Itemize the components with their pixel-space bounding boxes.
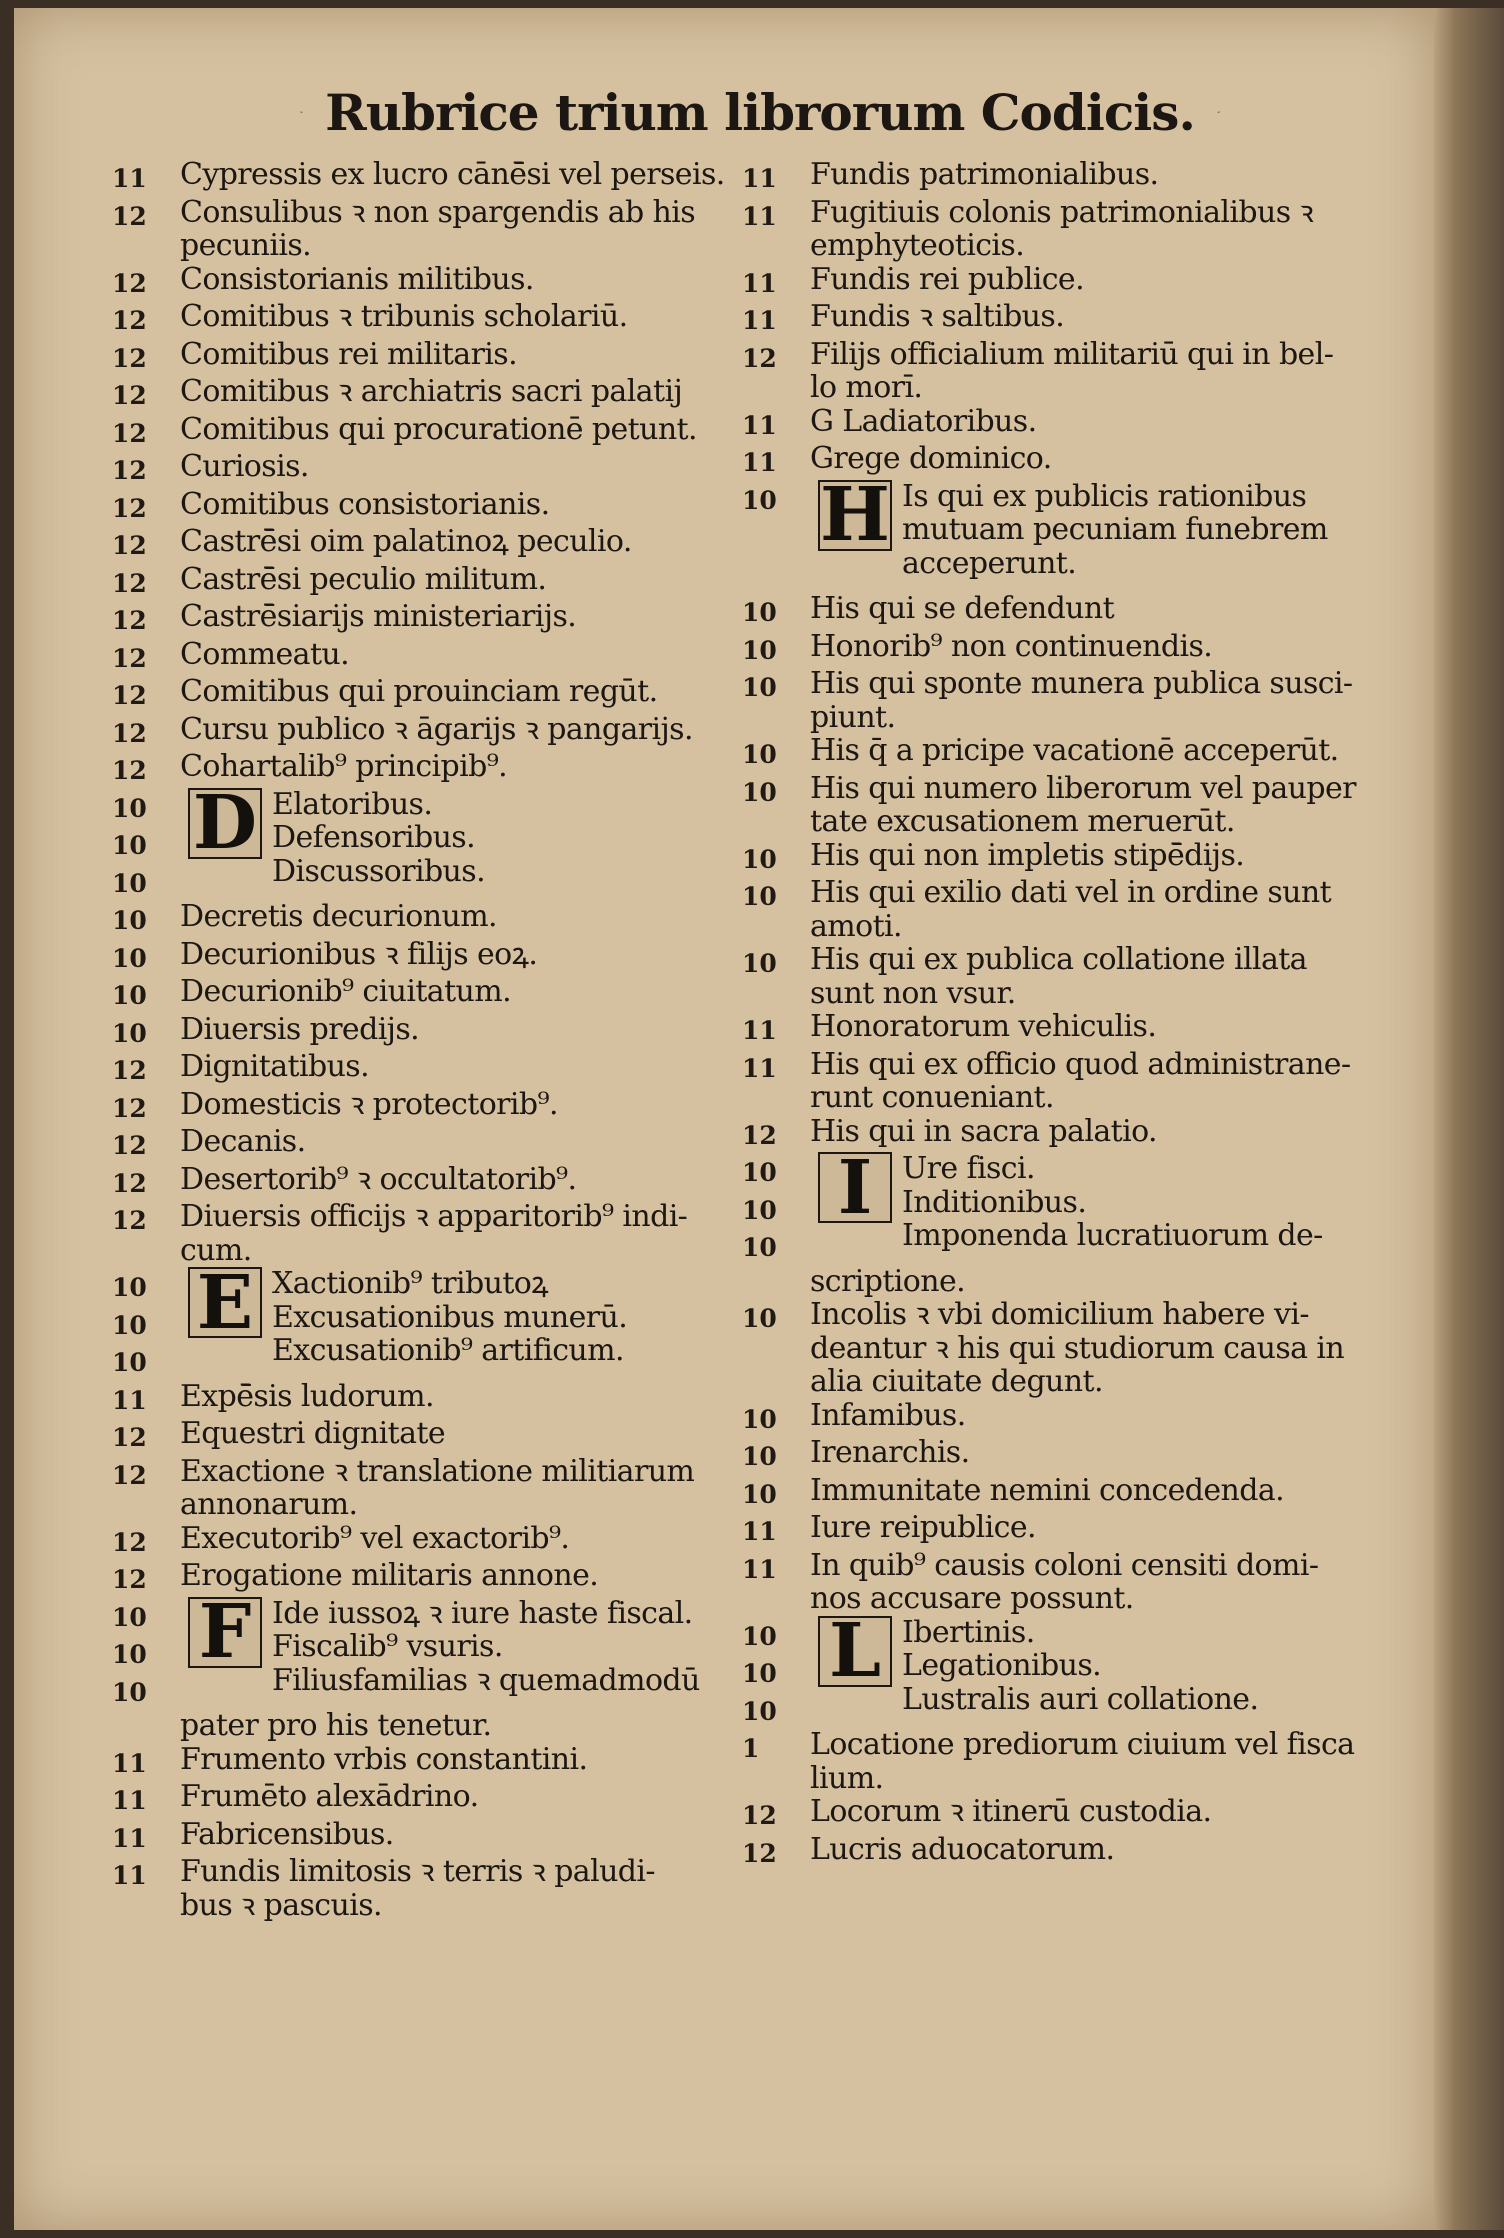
- entry-continuation: scriptione.: [810, 1263, 966, 1299]
- book-number: 10: [112, 1348, 147, 1377]
- book-number: 12: [112, 1565, 147, 1594]
- index-entry: [112, 1417, 752, 1455]
- book-number: 10: [742, 1621, 777, 1651]
- entry-title: Defensoribus.: [272, 820, 476, 855]
- index-entry: [742, 1833, 1402, 1871]
- book-number: 10: [112, 1273, 147, 1302]
- book-number: 12: [112, 1460, 147, 1490]
- index-entry: [112, 158, 752, 196]
- index-entry: [742, 1549, 1402, 1616]
- entry-title: Filijs officialium militariū qui in bel- lo morī.: [810, 336, 1334, 405]
- index-entry: [112, 1855, 752, 1922]
- entry-title: Consulibus ꝛ non spargendis ab his pecuniis.: [180, 194, 696, 263]
- index-entry: [112, 600, 752, 638]
- entry-title: Immunitate nemini concedenda.: [810, 1472, 1285, 1508]
- left-column: [112, 158, 752, 1922]
- book-number: 10: [742, 777, 777, 807]
- book-number: 12: [112, 1093, 147, 1123]
- entry-title: Grege dominico.: [810, 441, 1052, 476]
- initial-block-numbers: [112, 1267, 180, 1380]
- book-number: 1: [742, 1734, 760, 1763]
- entry-title: Castrē̄si oim palatinoꝝ peculio.: [180, 524, 632, 559]
- index-entry: [742, 196, 1402, 263]
- book-number: 10: [742, 1195, 777, 1225]
- index-entry: [112, 1743, 752, 1781]
- book-number: 10: [742, 844, 777, 874]
- entry-title: Curiosis.: [180, 449, 309, 484]
- entry-title: Cursu publico ꝛ āgarijs ꝛ pangarijs.: [180, 711, 693, 747]
- entry-title: Infamibus.: [810, 1397, 966, 1433]
- entry-title: Decanis.: [180, 1124, 306, 1159]
- initial-block-lines: [272, 788, 752, 889]
- index-entry: [742, 1474, 1402, 1512]
- index-entry: [742, 1795, 1402, 1833]
- entry-title: Fugitiuis colonis patrimonialibus ꝛ emphyteoticis.: [810, 194, 1314, 263]
- initial-block-lines: [272, 1597, 752, 1698]
- book-number: 12: [112, 493, 147, 523]
- book-number: 11: [742, 1554, 777, 1584]
- entry-title: Imponenda lucratiuorum de-: [902, 1218, 1323, 1253]
- initial-block: [112, 780, 752, 901]
- entry-title: Comitibus rei militaris.: [180, 336, 518, 372]
- book-number: 12: [112, 1206, 147, 1235]
- book-number: [742, 555, 810, 593]
- ornament-right-icon: [1217, 77, 1220, 147]
- entry-title: Exactione ꝛ translatione militiarum annonarum.: [180, 1453, 695, 1522]
- book-number: 12: [112, 568, 147, 598]
- index-entry: [112, 900, 752, 938]
- index-entry: [112, 263, 752, 301]
- entry-title: Excusationib⁹ artificum.: [272, 1333, 624, 1368]
- index-entry: [112, 675, 752, 713]
- entry-title: Filiusfamilias ꝛ quemadmodū: [272, 1662, 700, 1698]
- book-number: 10: [112, 1310, 147, 1340]
- index-entry: [112, 713, 752, 751]
- entry-title: His qui sponte munera publica susci- piunt.: [810, 666, 1353, 735]
- entry-title: His qui ex officio quod administrane- runt conueniant.: [810, 1046, 1351, 1115]
- book-number: 12: [112, 268, 147, 298]
- index-entry: [112, 196, 752, 263]
- index-entry: [742, 772, 1402, 839]
- book-number: 12: [112, 1131, 147, 1160]
- book-number: 12: [112, 643, 147, 673]
- book-number: 12: [742, 343, 777, 373]
- book-number: 11: [742, 268, 777, 298]
- entry-title: acceperunt.: [902, 545, 1077, 581]
- index-entry: [742, 263, 1402, 301]
- book-number: 10: [742, 1696, 777, 1726]
- ornament-left-icon: [300, 77, 303, 147]
- entry-title: Comitibus ꝛ archiatris sacri palatij: [180, 374, 683, 409]
- initial-block-lines: [272, 1267, 752, 1368]
- index-entry: [112, 375, 752, 413]
- book-number: 11: [112, 1748, 147, 1778]
- book-number: 10: [742, 1404, 777, 1434]
- book-number: 10: [742, 882, 777, 911]
- book-number: 11: [112, 1823, 147, 1853]
- initial-block-lines: [902, 480, 1402, 581]
- entry-title: Ure fisci.: [902, 1151, 1035, 1186]
- book-number: 11: [742, 1016, 777, 1045]
- index-entry: [742, 734, 1402, 772]
- entry-title: Lucris aduocatorum.: [810, 1831, 1115, 1867]
- index-entry: [112, 300, 752, 338]
- initial-block-lines: [902, 1152, 1402, 1253]
- entry-title: Incolis ꝛ vbi domicilium habere vi- deantur ꝛ his qui studiorum causa in alia ciuitate degunt.: [810, 1297, 1345, 1399]
- index-entry: [112, 1013, 752, 1051]
- book-number: 12: [112, 756, 147, 785]
- index-entry: [112, 1088, 752, 1126]
- book-number: 11: [742, 410, 777, 440]
- entry-title: Inditionibus.: [902, 1184, 1087, 1220]
- book-number: 12: [112, 718, 147, 748]
- book-number: 12: [112, 1423, 147, 1452]
- entry-title: Diuersis officijs ꝛ apparitorib⁹ indi- cum.: [180, 1199, 688, 1268]
- index-entry: [112, 1455, 752, 1522]
- entry-title: Frumento vrbis constantini.: [180, 1741, 588, 1777]
- initial-block: [112, 1259, 752, 1380]
- entry-title: His qui exilio dati vel in ordine sunt amoti.: [810, 875, 1332, 944]
- index-entry: [112, 1780, 752, 1818]
- entry-continuation: pater pro his tenetur.: [180, 1708, 492, 1743]
- page-title: Rubrice trium librorum Codicis.: [325, 82, 1195, 142]
- book-number: 12: [112, 201, 147, 231]
- index-entry: [112, 413, 752, 451]
- entry-title: Is qui ex publicis rationibus: [902, 478, 1307, 514]
- book-number: 12: [112, 456, 147, 485]
- book-number: 10: [742, 1304, 777, 1333]
- book-number: 11: [742, 448, 777, 477]
- entry-title: Diuersis predijs.: [180, 1011, 420, 1047]
- entry-title: Ibertinis.: [902, 1614, 1035, 1650]
- entry-title: mutuam pecuniam funebrem: [902, 512, 1328, 547]
- entry-title: Xactionib⁹ tributoꝝ: [272, 1266, 549, 1301]
- entry-title: His q̄ a pricipe vacationē acceperūt.: [810, 733, 1339, 768]
- book-number: 10: [112, 1677, 147, 1707]
- entry-title: Castrē̄si peculio militum.: [180, 561, 547, 597]
- book-number: 10: [742, 1233, 777, 1262]
- index-entry: [742, 405, 1402, 443]
- book-number: 11: [742, 1517, 777, 1546]
- entry-title: Comitibus qui procurationē petunt.: [180, 411, 697, 447]
- book-number: 12: [112, 531, 147, 560]
- index-entry: [742, 1436, 1402, 1474]
- book-number: 11: [112, 1861, 147, 1890]
- book-number: 10: [112, 831, 147, 860]
- entry-title: Comitibus ꝛ tribunis scholariū.: [180, 299, 628, 334]
- entry-title: Locatione prediorum ciuium vel fisca lium.: [810, 1727, 1355, 1796]
- entry-title: Domesticis ꝛ protectorib⁹.: [180, 1086, 558, 1122]
- entry-title: Excusationibus munerū.: [272, 1299, 628, 1335]
- entry-title: Dignitatibus.: [180, 1049, 370, 1084]
- entry-title: Desertorib⁹ ꝛ occultatorib⁹.: [180, 1161, 577, 1197]
- book-number: 10: [742, 1479, 777, 1509]
- entry-title: Elatoribus.: [272, 786, 433, 822]
- index-entry: [112, 563, 752, 601]
- book-number: 10: [742, 635, 777, 665]
- book-number: 12: [112, 606, 147, 635]
- page-header: [300, 72, 1220, 152]
- index-entry: [112, 975, 752, 1013]
- index-entry: [112, 1200, 752, 1267]
- initial-block-numbers: [112, 1597, 180, 1710]
- book-number: 10: [112, 943, 147, 973]
- index-entry: [742, 1048, 1402, 1115]
- index-entry: [742, 158, 1402, 196]
- book-number: 10: [742, 485, 777, 515]
- drop-cap-initial: I: [818, 1152, 892, 1223]
- index-entry: [742, 1010, 1402, 1048]
- entry-title: Iure reipublice.: [810, 1510, 1036, 1545]
- book-number: 10: [112, 1602, 147, 1632]
- index-entry: [112, 638, 752, 676]
- book-number: 12: [112, 343, 147, 373]
- index-entry: [742, 1399, 1402, 1437]
- index-entry: [112, 488, 752, 526]
- book-number: 11: [112, 164, 147, 193]
- entry-title: In quib⁹ causis coloni censiti domi- nos accusare possunt.: [810, 1547, 1319, 1616]
- entry-title: Fiscalib⁹ vsuris.: [272, 1629, 503, 1664]
- book-number: [742, 517, 810, 555]
- book-number: 10: [742, 1659, 777, 1688]
- index-entry: [742, 630, 1402, 668]
- drop-cap-initial: L: [818, 1616, 892, 1687]
- book-number: 10: [112, 868, 147, 898]
- entry-title: Decretis decurionum.: [180, 899, 497, 934]
- entry-title: Comitibus consistorianis.: [180, 486, 550, 522]
- entry-title: His qui numero liberorum vel pauper tate excusationem meruerūt.: [810, 770, 1356, 839]
- initial-block: [742, 1144, 1402, 1265]
- book-number: 10: [112, 981, 147, 1010]
- book-number: 12: [112, 1168, 147, 1198]
- book-number: 10: [742, 673, 777, 702]
- entry-title: Commeatu.: [180, 636, 350, 672]
- book-number: 11: [742, 306, 777, 335]
- entry-title: Fundis rei publice.: [810, 261, 1085, 297]
- entry-title: Frumēto alexādrino.: [180, 1779, 479, 1814]
- entry-title: Executorib⁹ vel exactorib⁹.: [180, 1520, 570, 1556]
- entry-title: Decurionib⁹ ciuitatum.: [180, 974, 512, 1009]
- index-entry: [742, 338, 1402, 405]
- book-number: 10: [112, 1018, 147, 1048]
- index-entry: [742, 839, 1402, 877]
- initial-block-numbers: [112, 788, 180, 901]
- initial-block-numbers: [742, 1152, 810, 1265]
- entry-title: Locorum ꝛ itinerū custodia.: [810, 1794, 1212, 1829]
- book-number: 12: [112, 381, 147, 410]
- page-edge: [1434, 8, 1504, 2230]
- entry-title: Comitibus qui prouinciam regūt.: [180, 674, 658, 709]
- entry-title: Honorib⁹ non continuendis.: [810, 628, 1213, 664]
- entry-title: G Ladiatoribus.: [810, 403, 1037, 439]
- book-number: 12: [112, 681, 147, 710]
- entry-title: His qui ex publica collatione illata sunt non vsur.: [810, 942, 1307, 1011]
- initial-block-numbers: [742, 1616, 810, 1729]
- book-number: 11: [112, 1385, 147, 1415]
- book-number: 10: [112, 793, 147, 823]
- index-entry: [112, 1522, 752, 1560]
- book-number: 10: [112, 1640, 147, 1669]
- drop-cap-initial: F: [188, 1597, 262, 1668]
- book-number: 12: [742, 1838, 777, 1868]
- entry-title: Fundis patrimonialibus.: [810, 157, 1159, 192]
- book-number: 12: [112, 306, 147, 335]
- index-entry: [742, 1511, 1402, 1549]
- entry-title: Lustralis auri collatione.: [902, 1681, 1259, 1717]
- entry-title: Fundis ꝛ saltibus.: [810, 299, 1065, 334]
- drop-cap-initial: D: [188, 788, 262, 859]
- book-number: 12: [112, 1056, 147, 1085]
- book-number: 10: [742, 1158, 777, 1187]
- book-number: 11: [742, 1053, 777, 1083]
- entry-title: Cohartalib⁹ principib⁹.: [180, 749, 508, 784]
- entry-title: Irenarchis.: [810, 1435, 970, 1470]
- index-entry: [742, 876, 1402, 943]
- book-number: 10: [112, 906, 147, 935]
- entry-title: Discussoribus.: [272, 853, 486, 889]
- entry-title: Fabricensibus.: [180, 1816, 394, 1852]
- index-entry: [742, 300, 1402, 338]
- entry-title: His qui se defendunt: [810, 591, 1115, 626]
- entry-title: Fundis limitosis ꝛ terris ꝛ paludi- bus ꝛ pascuis.: [180, 1854, 655, 1923]
- index-entry: [112, 1163, 752, 1201]
- index-entry: [112, 1125, 752, 1163]
- initial-block-numbers: [742, 480, 810, 593]
- entry-title: His qui in sacra palatio.: [810, 1113, 1157, 1149]
- index-entry: [112, 1818, 752, 1856]
- entry-title: Erogatione militaris annone.: [180, 1558, 599, 1593]
- book-number: 12: [742, 1120, 777, 1150]
- entry-title: Honoratorum vehiculis.: [810, 1009, 1157, 1044]
- book-number: 10: [742, 598, 777, 627]
- index-entry: [112, 338, 752, 376]
- index-entry: [112, 1380, 752, 1418]
- drop-cap-initial: H: [818, 480, 892, 551]
- book-number: 12: [742, 1801, 777, 1830]
- book-number: 12: [112, 418, 147, 448]
- entry-title: Ide iussoꝝ ꝛ iure haste fiscal.: [272, 1595, 693, 1631]
- index-entry: [742, 592, 1402, 630]
- book-number: 11: [742, 164, 777, 193]
- book-number: 12: [112, 1527, 147, 1557]
- entry-title: His qui non impletis stipē̄dijs.: [810, 837, 1245, 873]
- index-entry: [112, 525, 752, 563]
- entry-title: Legationibus.: [902, 1648, 1102, 1683]
- index-entry: [742, 667, 1402, 734]
- entry-title: Consistorianis militibus.: [180, 261, 534, 297]
- index-entry: [742, 1298, 1402, 1399]
- entry-title: Expē̄sis ludorum.: [180, 1378, 434, 1414]
- book-number: 10: [742, 1442, 777, 1471]
- drop-cap-initial: E: [188, 1267, 262, 1338]
- initial-block: [742, 1608, 1402, 1729]
- index-entry: [742, 943, 1402, 1010]
- initial-block-lines: [902, 1616, 1402, 1717]
- entry-title: Cypressis ex lucro cānē̄si vel perseis.: [180, 157, 725, 192]
- entry-title: Decurionibus ꝛ filijs eoꝝ.: [180, 936, 538, 972]
- index-entry: [742, 1728, 1402, 1795]
- entry-title: Castrē̄siarijs ministeriarijs.: [180, 599, 577, 634]
- book-number: 11: [742, 201, 777, 231]
- initial-block: [742, 472, 1402, 593]
- book-number: 11: [112, 1786, 147, 1815]
- index-entry: [112, 450, 752, 488]
- book-number: 10: [742, 740, 777, 769]
- index-entry: [112, 1050, 752, 1088]
- entry-title: Equestri dignitate: [180, 1416, 445, 1451]
- right-column: [742, 158, 1402, 1870]
- book-number: 10: [742, 949, 777, 978]
- index-entry: [112, 938, 752, 976]
- initial-block: [112, 1589, 752, 1710]
